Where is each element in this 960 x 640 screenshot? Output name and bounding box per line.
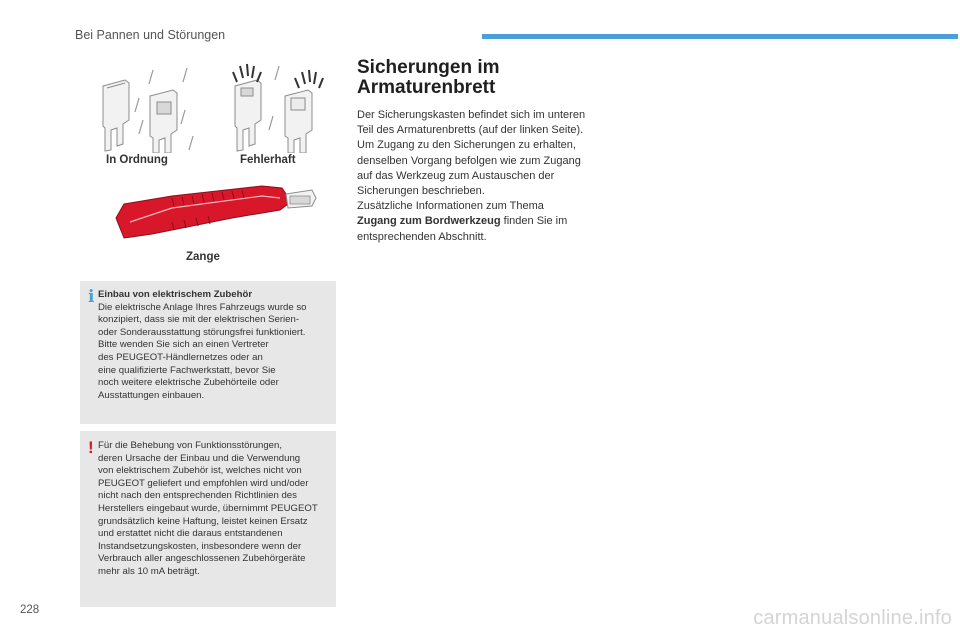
info-box-line: Ausstattungen einbauen. (98, 389, 205, 401)
body-line: Um Zugang zu den Sicherungen zu erhalten, (357, 139, 576, 152)
warning-box-line: Für die Behebung von Funktionsstörungen, (98, 440, 283, 451)
body-line: Sicherungen beschrieben. (357, 185, 485, 198)
header-accent-bar (482, 34, 958, 39)
warning-box-line: PEUGEOT geliefert und empfohlen wird und/oder (98, 477, 309, 489)
warning-box-line: Verbrauch aller angeschlossenen Zubehörgeräte (98, 553, 306, 565)
info-box (80, 281, 336, 424)
section-title-line: Armaturenbrett (357, 77, 496, 98)
pliers-illustration (112, 182, 318, 244)
pliers-caption: Zange (186, 251, 220, 263)
warning-box-text (98, 440, 333, 579)
info-box-line: des PEUGEOT-Händlernetzes oder an (98, 351, 263, 363)
warning-box-line: und erstattet nicht die daraus entstandenen (98, 528, 283, 540)
section-title-line: Sicherungen im (357, 57, 500, 78)
body-line: Zusätzliche Informationen zum Thema (357, 200, 544, 213)
watermark: carmanualsonline.info (753, 607, 952, 629)
body-line: Der Sicherungskasten befindet sich im unteren (357, 109, 586, 121)
warning-box-line: von elektrischem Zubehör ist, welches nicht von (98, 465, 302, 477)
body-line: auf das Werkzeug zum Austauschen der (357, 169, 555, 182)
body-line: denselben Vorgang befolgen wie zum Zugang (357, 154, 581, 167)
body-bold-reference: Zugang zum Bordwerkzeug (357, 215, 501, 228)
fuse-faulty-caption: Fehlerhaft (240, 154, 296, 166)
info-box-line: oder Sonderausstattung störungsfrei funktioniert. (98, 326, 306, 338)
fuse-illustration (95, 58, 325, 153)
section-body (357, 108, 585, 245)
info-box-line: Die elektrische Anlage Ihres Fahrzeugs wurde so (98, 301, 307, 313)
warning-box (80, 431, 336, 607)
fuse-ok-caption: In Ordnung (106, 154, 168, 166)
warning-box-line: nicht nach den entsprechenden Richtlinien des (98, 490, 297, 502)
info-box-line: konzipiert, dass sie mit der elektrischen Serien- (98, 314, 300, 326)
body-line-tail: finden Sie im (500, 215, 568, 228)
warning-box-line: Instandsetzungskosten, insbesondere wenn der (98, 540, 302, 552)
page-number: 228 (20, 604, 40, 616)
info-box-heading: Einbau von elektrischem Zubehör (98, 289, 253, 300)
body-line: entsprechenden Abschnitt. (357, 230, 487, 243)
info-box-text (98, 289, 333, 402)
warning-icon: ! (88, 438, 94, 457)
warning-box-line: deren Ursache der Einbau und die Verwendung (98, 452, 301, 464)
section-title (357, 58, 500, 98)
warning-box-line: grundsätzlich keine Haftung, leistet keinen Ersatz (98, 515, 308, 527)
info-icon: i (88, 287, 95, 307)
warning-box-line: mehr als 10 mA beträgt. (98, 565, 200, 577)
body-line (357, 214, 585, 229)
info-box-line: noch weitere elektrische Zubehörteile oder (98, 377, 279, 389)
body-line: Teil des Armaturenbretts (auf der linken Seite). (357, 124, 584, 137)
warning-box-line: Herstellers eingebaut wurde, übernimmt PEUGEOT (98, 502, 318, 514)
header-section-title: Bei Pannen und Störungen (75, 28, 226, 42)
info-box-line: Bitte wenden Sie sich an einen Vertreter (98, 339, 269, 351)
info-box-line: eine qualifizierte Fachwerkstatt, bevor Sie (98, 364, 276, 376)
